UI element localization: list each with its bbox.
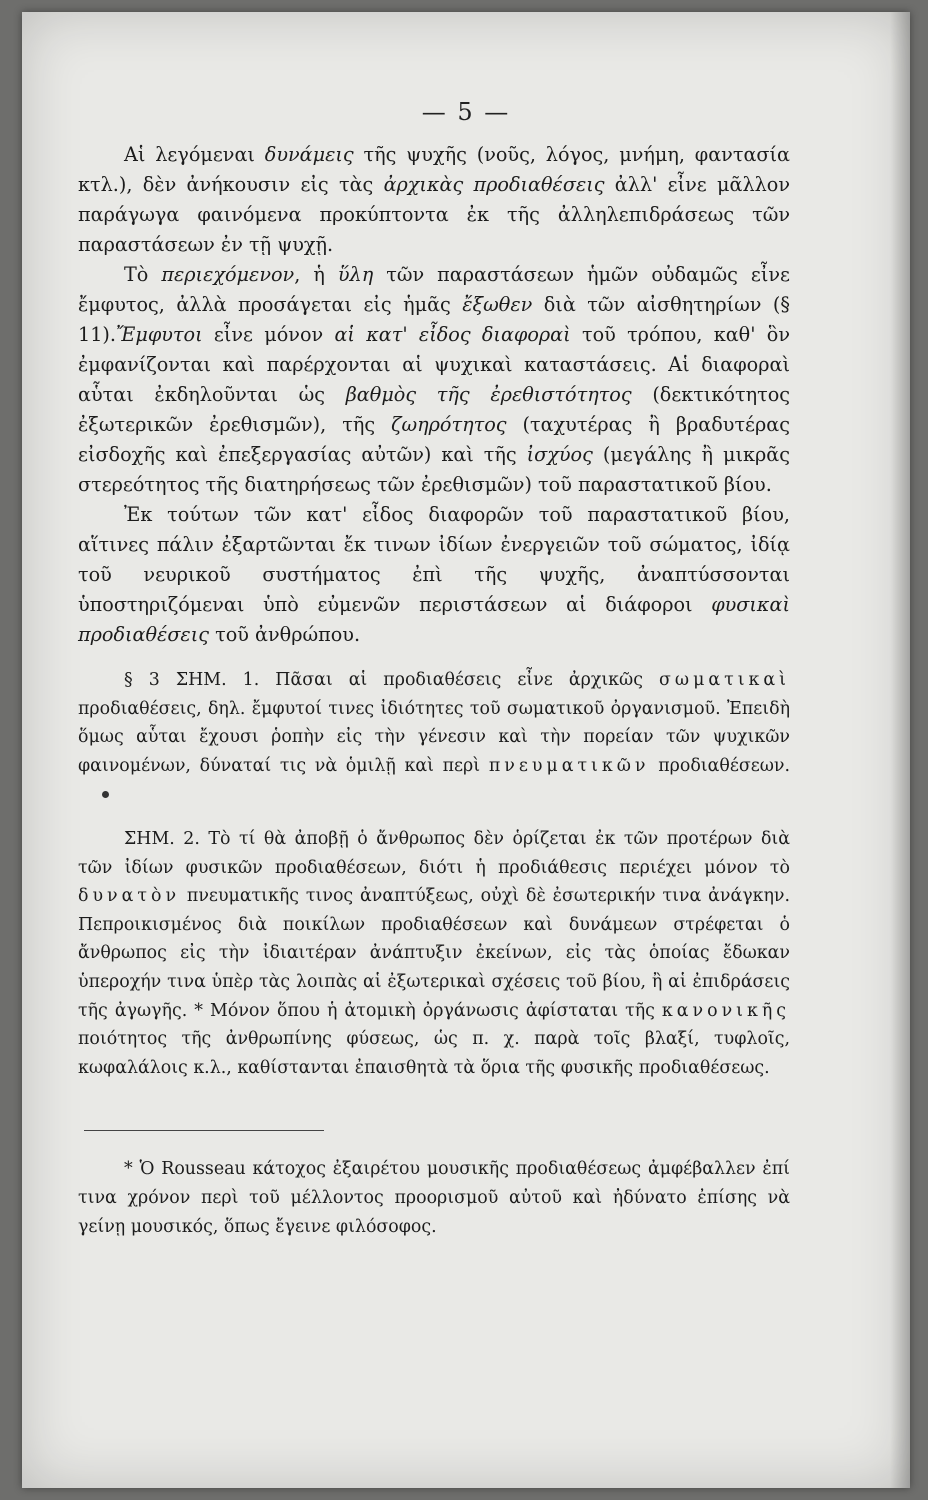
spaced-emphasis: σωματικαὶ xyxy=(659,670,790,690)
text-run: τοῦ ἀνθρώπου. xyxy=(209,623,361,646)
emphasis: ἀρχικὰς προδιαθέσεις xyxy=(383,173,605,196)
emphasis: δυνάμεις xyxy=(264,143,354,166)
text-run: Τὸ xyxy=(124,263,162,286)
text-run: (δεκτικότητος ἐξωτερικῶν ἐρεθισμῶν), τῆς xyxy=(78,383,790,436)
page-text xyxy=(78,140,790,1241)
text-run: ἀλλ' εἶνε μᾶλλον παράγωγα φαινόμενα προκύπτοντα ἐκ τῆς ἀλληλεπιδράσεως τῶν παραστάσεων ἐν τῇ ψυχῇ. xyxy=(78,173,790,256)
spaced-emphasis: δυνατὸν xyxy=(78,886,181,907)
emphasis: ἔξωθεν xyxy=(462,293,533,316)
paragraph-faculties xyxy=(78,140,790,260)
paragraph-natural-predispositions xyxy=(78,500,790,650)
text-run: προδιαθέσεων. xyxy=(649,755,791,776)
text-run: (ταχυτέρας ἢ βραδυτέρας εἰσδοχῆς καὶ ἐπεξεργασίας αὐτῶν) καὶ τῆς xyxy=(78,413,790,466)
text-run: προδιαθέσεις, δηλ. ἔμφυτοί τινες ἰδιότητες τοῦ σωματικοῦ ὀργανισμοῦ. Ἐπειδὴ ὅμως αὗται ἔχουσι ῥοπὴν εἰς τὴν γένεσιν καὶ τὴν πορείαν τῶν ψυχικῶν φαινομένων, δύναταί τις νὰ ὁμιλῇ καὶ περὶ xyxy=(78,698,790,776)
text-run: πνευματικῆς τινος ἀναπτύξεως, οὐχὶ δὲ ἐσωτερικήν τινα ἀνάγκην. Πεπροικισμένος διὰ ποικίλων προδιαθέσεων καὶ δυνάμεων στρέφεται ὁ ἄνθρωπος εἰς τὴν ἰδιαιτέραν ἀνάπτυξιν ἐκείνων, εἰς τὰς ὁποίας ἔδωκαν ὑπεροχήν τινα ὑπὲρ τὰς λοιπὰς αἱ ἐξωτερικαὶ σχέσεις τοῦ βίου, ἢ αἱ ἐπιδράσεις τῆς ἀγωγῆς. * Μόνον ὅπου ἡ ἀτομικὴ ὀργάνωσις ἀφίσταται τῆς xyxy=(78,886,790,1021)
emphasis: αἱ κατ' εἶδος διαφοραὶ xyxy=(334,323,571,346)
text-run: (μεγάλης ἢ μικρᾶς στερεότητος τῆς διατηρήσεως τῶν ἐρεθισμῶν) τοῦ παραστατικοῦ βίου. xyxy=(78,443,790,496)
text-run: διὰ τῶν αἰσθητηρίων (§ 11). xyxy=(78,293,790,346)
text-run: Ἐκ τούτων τῶν κατ' εἶδος διαφορῶν τοῦ παραστατικοῦ βίου, αἵτινες πάλιν ἐξαρτῶνται ἔκ τινων ἰδίων ἐνεργειῶν τοῦ σώματος, ἰδίᾳ τοῦ νευρικοῦ συστήματος ἐπὶ τῆς ψυχῆς, ἀναπτύσσονται ὑποστηριζόμεναι ὑπὸ εὐμενῶν περιστάσεων αἱ διάφοροι xyxy=(78,503,790,616)
text-run: ΣΗΜ. 2. Τὸ τί θὰ ἀποβῇ ὁ ἄνθρωπος δὲν ὁρίζεται ἐκ τῶν προτέρων διὰ τῶν ἰδίων φυσικῶν προδιαθέσεων, διότι ἡ προδιάθεσις περιέχει μόνον τὸ xyxy=(78,828,790,878)
text-run: τῶν παραστάσεων ἡμῶν οὐδαμῶς εἶνε ἔμφυτος, ἀλλὰ προσάγεται εἰς ἡμᾶς xyxy=(78,263,790,316)
page-number: — 5 — xyxy=(421,98,511,126)
text-run: Αἱ λεγόμεναι xyxy=(124,143,265,166)
emphasis: Ἔμφυτοι xyxy=(116,323,203,346)
spaced-emphasis: κανονικῆς xyxy=(661,1000,790,1021)
text-run: τοῦ τρόπου, καθ' ὃν ἐμφανίζονται καὶ παρέρχονται αἱ ψυχικαὶ καταστάσεις. Αἱ διαφοραὶ αὗται ἐκδηλοῦνται ὡς xyxy=(78,323,791,406)
page-edge-shadow xyxy=(890,12,910,1488)
emphasis: φυσικαὶ προδιαθέσεις xyxy=(78,593,790,646)
book-page xyxy=(22,12,910,1488)
paragraph-content-of-representations xyxy=(78,260,790,500)
emphasis: βαθμὸς τῆς ἐρεθιστότητος xyxy=(345,383,632,406)
note-2 xyxy=(78,825,790,1082)
text-run: § 3 ΣΗΜ. 1. Πᾶσαι αἱ προδιαθέσεις εἶνε ἀρχικῶς xyxy=(124,670,660,690)
spaced-emphasis: πνευματικῶν xyxy=(488,755,650,776)
text-run: ποιότητος τῆς ἀνθρωπίνης φύσεως, ὡς π. χ. παρὰ τοῖς βλαξί, τυφλοῖς, κωφαλάλοις κ.λ., καθίστανται ἐπαισθητὰ τὰ ὅρια τῆς φυσικῆς προδιαθέσεως. xyxy=(78,1029,790,1078)
footnote: * Ὁ Rousseau κάτοχος ἐξαιρέτου μουσικῆς προδιαθέσεως ἀμφέβαλλεν ἐπί τινα χρόνον περὶ τοῦ μέλλοντος προορισμοῦ αὐτοῦ καὶ ἠδύνατο ἐπίσης νὰ γείνῃ μουσικός, ὅπως ἔγεινε φιλόσοφος. xyxy=(78,1159,790,1237)
text-run: , ἡ xyxy=(294,263,338,286)
ink-speck xyxy=(102,791,109,798)
text-run: τῆς ψυχῆς (νοῦς, λόγος, μνήμη, φαντασία κτλ.), δὲν ἀνήκουσιν εἰς τὰς xyxy=(78,143,790,196)
note-1 xyxy=(78,666,790,809)
text-run: εἶνε μόνον xyxy=(202,323,335,346)
emphasis: ζωηρότητος xyxy=(391,413,507,436)
emphasis: ἰσχύος xyxy=(526,443,593,466)
footnote-divider xyxy=(84,1130,324,1131)
emphasis: ὕλη xyxy=(337,263,374,286)
emphasis: περιεχόμενον xyxy=(161,263,295,286)
